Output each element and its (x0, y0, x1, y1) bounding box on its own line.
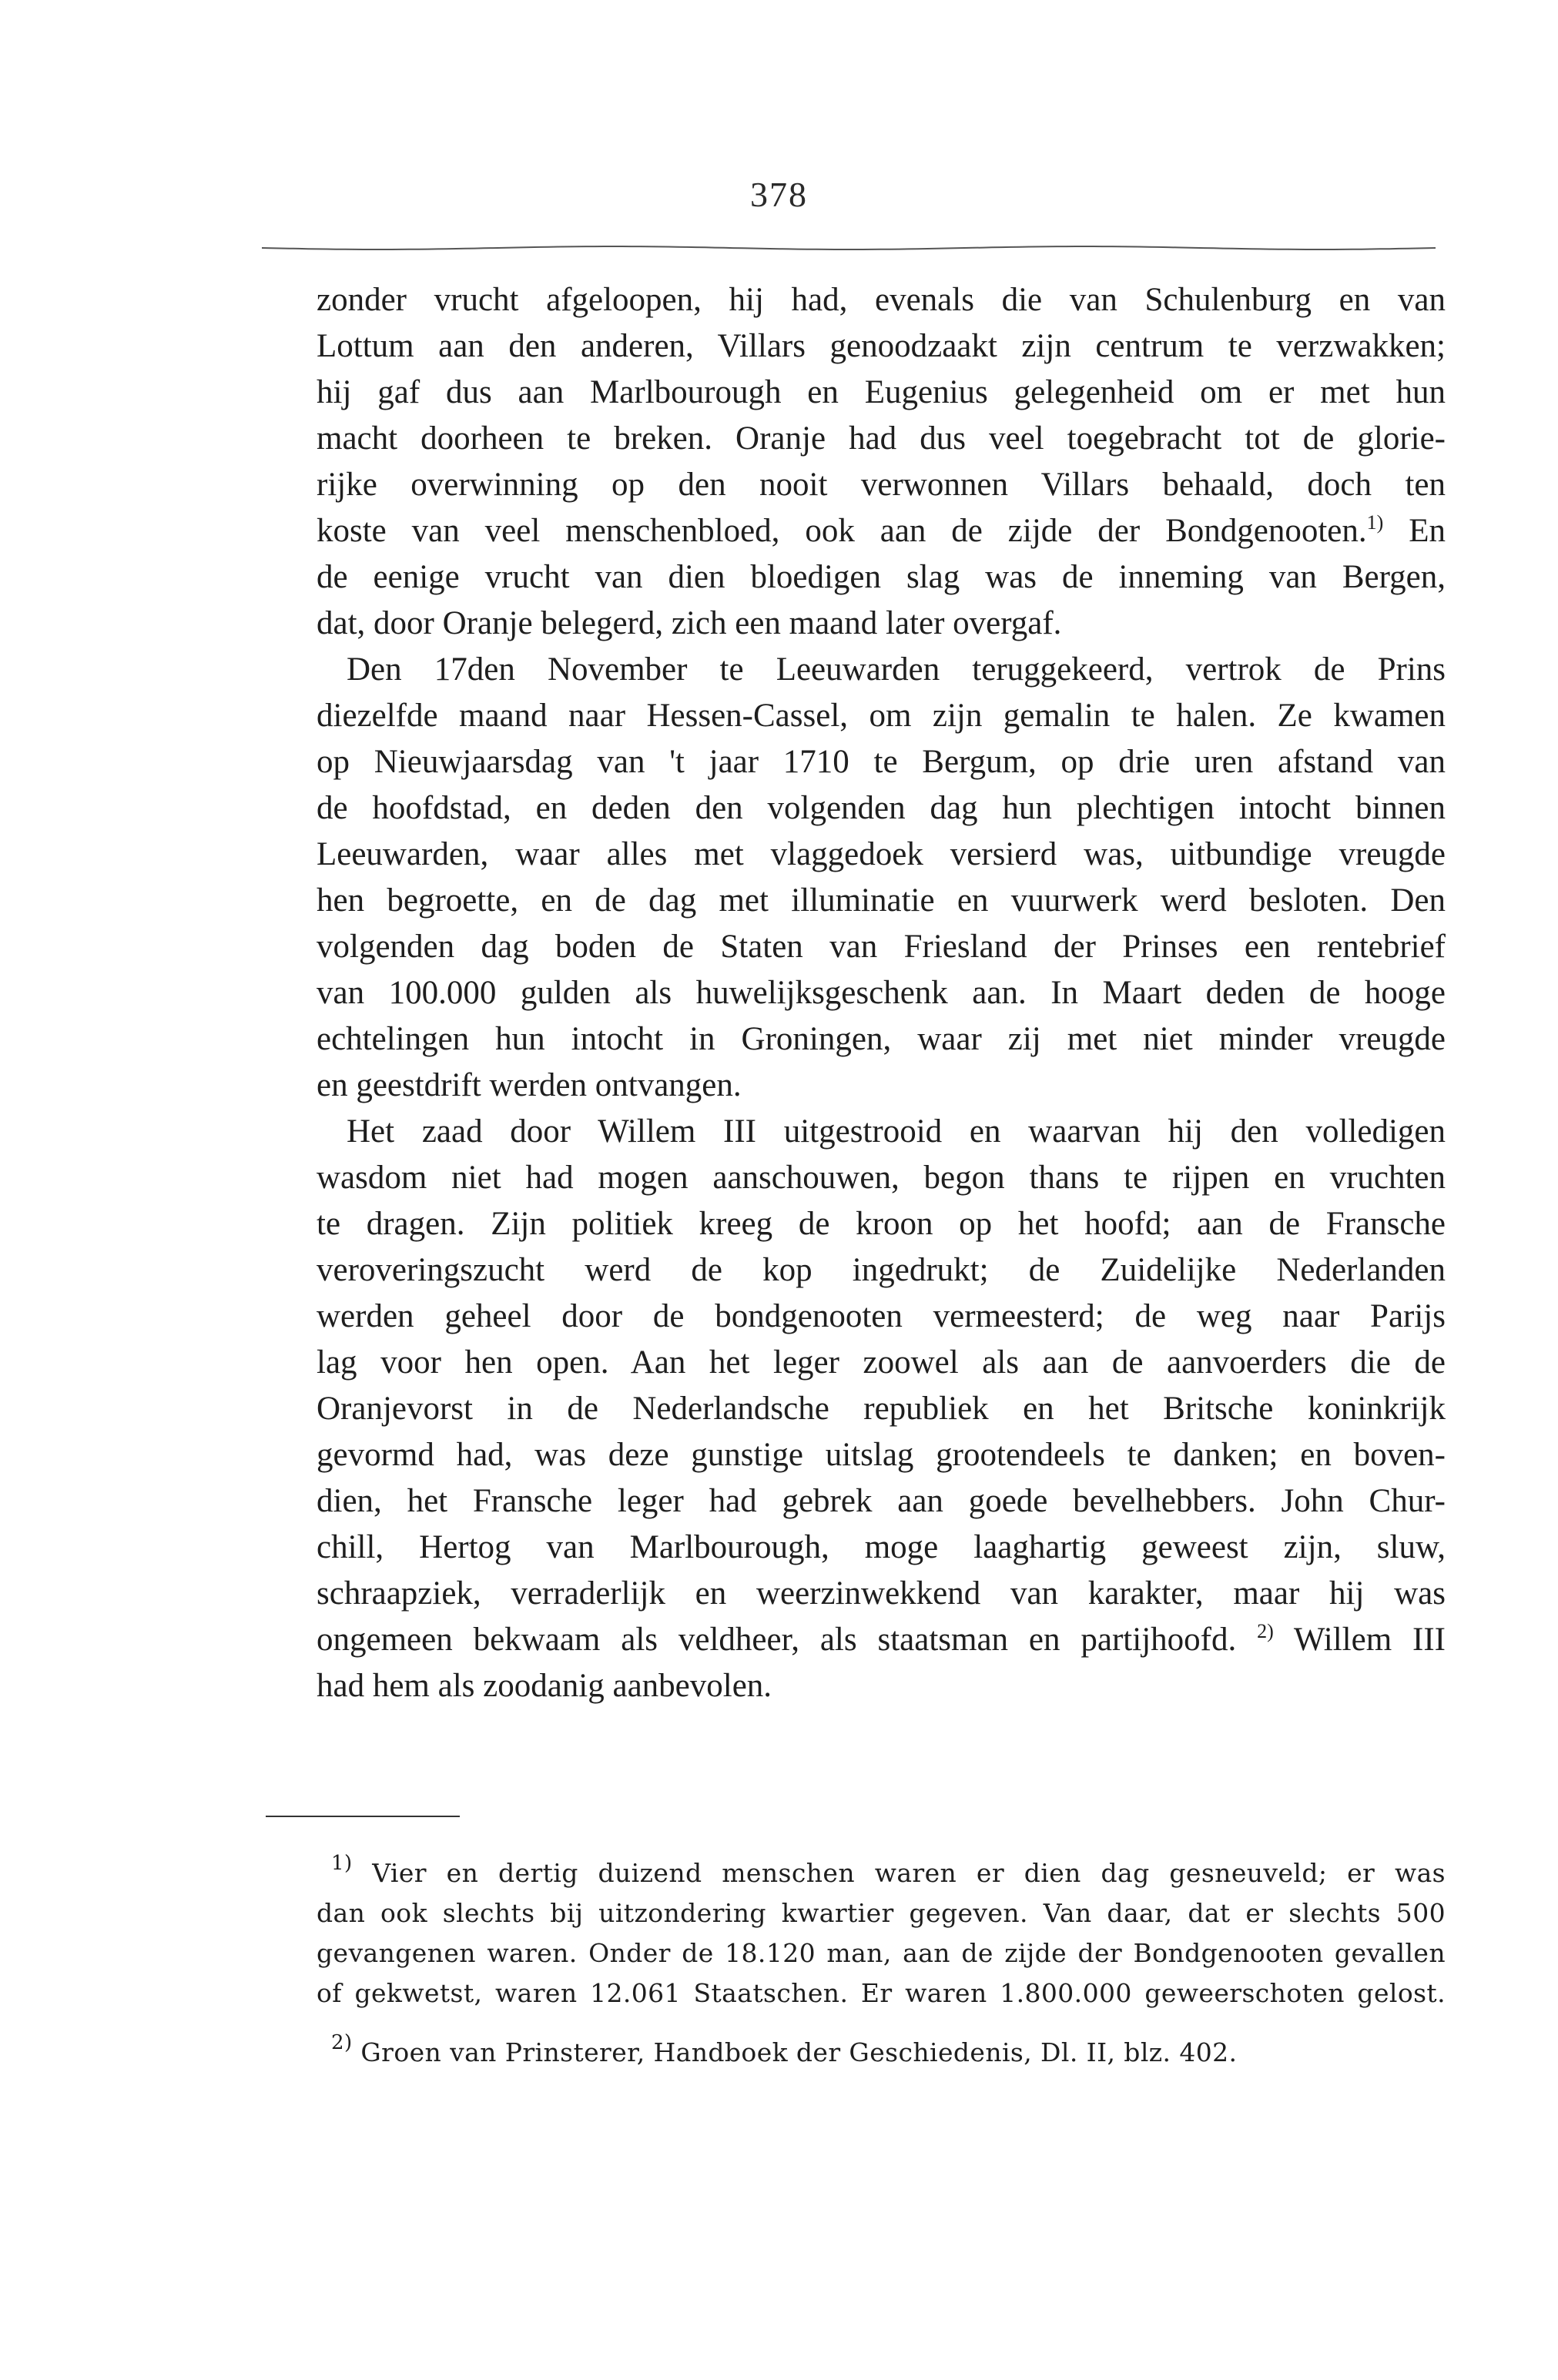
body-line-18: en geestdrift werden ontvangen. (317, 1067, 742, 1103)
body-line-27: dien, het Fransche leger had gebrek aan goede bevelhebbers. John Chur- (317, 1483, 1446, 1519)
footnote-2-text: Groen van Prinsterer, Handboek der Geschiedenis, Dl. II, blz. 402. (360, 2037, 1238, 2067)
footnote-1-line-2: dan ook slechts bij uitzondering kwartier gegeven. Van daar, dat er slechts 500 (317, 1898, 1446, 1928)
body-line-1: zonder vrucht afgeloopen, hij had, evenals die van Schulenburg en van (317, 282, 1446, 318)
body-line-28: chill, Hertog van Marlbourough, moge laaghartig geweest zijn, sluw, (317, 1529, 1446, 1565)
body-line-26: gevormd had, was deze gunstige uitslag grootendeels te danken; en boven- (317, 1437, 1446, 1473)
footnote-separator (266, 1816, 460, 1817)
body-line-16: van 100.000 gulden als huwelijksgeschenk aan. In Maart deden de hooge (317, 975, 1446, 1011)
footnote-1-line-4: of gekwetst, waren 12.061 Staatschen. Er waren 1.800.000 geweerschoten gelost. (317, 1978, 1446, 2008)
footnote-1-marker: 1) (331, 1852, 353, 1875)
body-line-17: echtelingen hun intocht in Groningen, waar zij met niet minder vreugde (317, 1021, 1446, 1057)
body-line-25: Oranjevorst in de Nederlandsche republiek en het Britsche koninkrijk (317, 1391, 1446, 1427)
body-line-6-tail: En (1409, 513, 1446, 549)
footnote-1-text-1: Vier en dertig duizend menschen waren er dien dag gesneuveld; er was (372, 1858, 1446, 1888)
body-line-29: schraapziek, verraderlijk en weerzinwekkend van karakter, maar hij was (317, 1575, 1446, 1612)
footnote-ref-2: 2) (1257, 1620, 1274, 1642)
body-line-6-text: koste van veel menschenbloed, ook aan de zijde der Bondgenooten. (317, 513, 1367, 549)
body-line-24: lag voor hen open. Aan het leger zoowel als aan de aanvoerders die de (317, 1344, 1446, 1381)
footnote-1-line-1 (331, 1853, 1446, 1893)
body-line-2: Lottum aan den anderen, Villars genoodzaakt zijn centrum te verzwakken; (317, 328, 1446, 364)
page-number: 378 (750, 175, 808, 214)
body-line-3: hij gaf dus aan Marlbourough en Eugenius gelegenheid om er met hun (317, 374, 1446, 410)
body-line-11: op Nieuwjaarsdag van 't jaar 1710 te Bergum, op drie uren afstand van (317, 744, 1446, 780)
body-line-19: Het zaad door Willem III uitgestrooid en waarvan hij den volledigen (347, 1113, 1446, 1150)
body-line-30-text: ongemeen bekwaam als veldheer, als staatsman en partijhoofd. (317, 1622, 1237, 1658)
body-line-30 (317, 1617, 1446, 1663)
body-line-30-tail: Willem III (1293, 1622, 1446, 1658)
body-line-31: had hem als zoodanig aanbevolen. (317, 1668, 772, 1704)
decorative-wavy-rule (262, 239, 1440, 257)
body-line-22: veroveringszucht werd de kop ingedrukt; de Zuidelijke Nederlanden (317, 1252, 1446, 1288)
footnote-2 (331, 2033, 1446, 2073)
body-line-7: de eenige vrucht van dien bloedigen slag was de inneming van Bergen, (317, 559, 1446, 595)
footnote-2-marker: 2) (331, 2031, 353, 2054)
footnote-ref-1: 1) (1366, 511, 1384, 534)
body-line-12: de hoofdstad, en deden den volgenden dag hun plechtigen intocht binnen (317, 790, 1446, 826)
body-line-5: rijke overwinning op den nooit verwonnen Villars behaald, doch ten (317, 467, 1446, 503)
body-line-13: Leeuwarden, waar alles met vlaggedoek versierd was, uitbundige vreugde (317, 836, 1446, 872)
body-line-15: volgenden dag boden de Staten van Friesland der Prinses een rentebrief (317, 929, 1446, 965)
body-line-14: hen begroette, en de dag met illuminatie en vuurwerk werd besloten. Den (317, 882, 1446, 919)
footnote-1-line-3: gevangenen waren. Onder de 18.120 man, aan de zijde der Bondgenooten gevallen (317, 1938, 1446, 1968)
body-line-21: te dragen. Zijn politiek kreeg de kroon op het hoofd; aan de Fransche (317, 1206, 1446, 1242)
body-line-8: dat, door Oranje belegerd, zich een maand later overgaf. (317, 605, 1062, 641)
body-line-6 (317, 508, 1446, 554)
body-line-10: diezelfde maand naar Hessen-Cassel, om zijn gemalin te halen. Ze kwamen (317, 698, 1446, 734)
body-line-20: wasdom niet had mogen aanschouwen, begon thans te rijpen en vruchten (317, 1160, 1446, 1196)
body-line-23: werden geheel door de bondgenooten vermeesterd; de weg naar Parijs (317, 1298, 1446, 1334)
body-line-9: Den 17den November te Leeuwarden teruggekeerd, vertrok de Prins (347, 651, 1446, 688)
body-line-4: macht doorheen te breken. Oranje had dus veel toegebracht tot de glorie- (317, 420, 1446, 457)
